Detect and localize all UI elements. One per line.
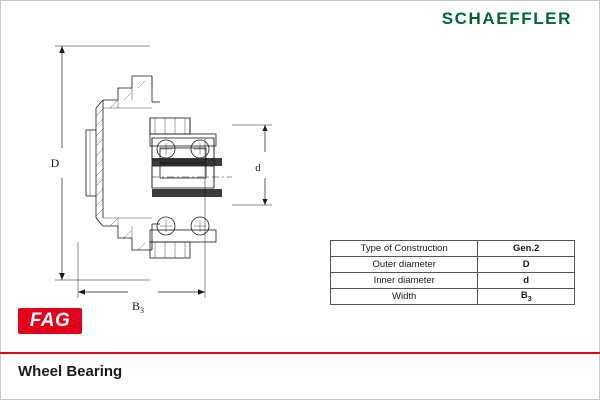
technical-drawing [0,30,330,315]
bearing-raceway-lower [150,230,216,258]
spec-label-width: Width [331,289,478,305]
specification-table [330,240,575,305]
dimension-outer-diameter [55,46,150,280]
label-width: $B_3$ [131,299,145,315]
product-title: Wheel Bearing [18,363,123,380]
table-row [331,273,575,289]
rolling-elements [157,140,209,235]
table-row [331,241,575,257]
hub-flange-outline [96,76,160,250]
fag-logo-text: FAG [29,310,71,331]
bearing-cross-section-svg [0,30,330,315]
hub-barrel [86,130,96,196]
label-outer-diameter: D [50,156,60,170]
table-row [331,257,575,273]
bearing-raceway-upper [150,118,216,146]
spec-value-width-main: B [520,290,528,302]
spec-value-outer-diameter: D [478,257,575,273]
dimension-inner-diameter [232,125,272,205]
schaeffler-logo-text: SCHAEFFLER [441,9,572,28]
spec-label-type-of-construction: Type of Construction [331,241,478,257]
specification-table-wrapper [330,240,575,305]
spec-value-width-subscript: 3 [527,295,532,303]
spec-value-type-of-construction: Gen.2 [478,241,575,257]
label-inner-diameter: d [255,162,261,174]
spec-label-outer-diameter: Outer diameter [331,257,478,273]
spec-value-inner-diameter: d [478,273,575,289]
fag-logo [18,308,82,334]
spec-label-inner-diameter: Inner diameter [331,273,478,289]
bore-section [152,158,232,197]
table-row [331,289,575,305]
spec-value-width [478,289,575,305]
